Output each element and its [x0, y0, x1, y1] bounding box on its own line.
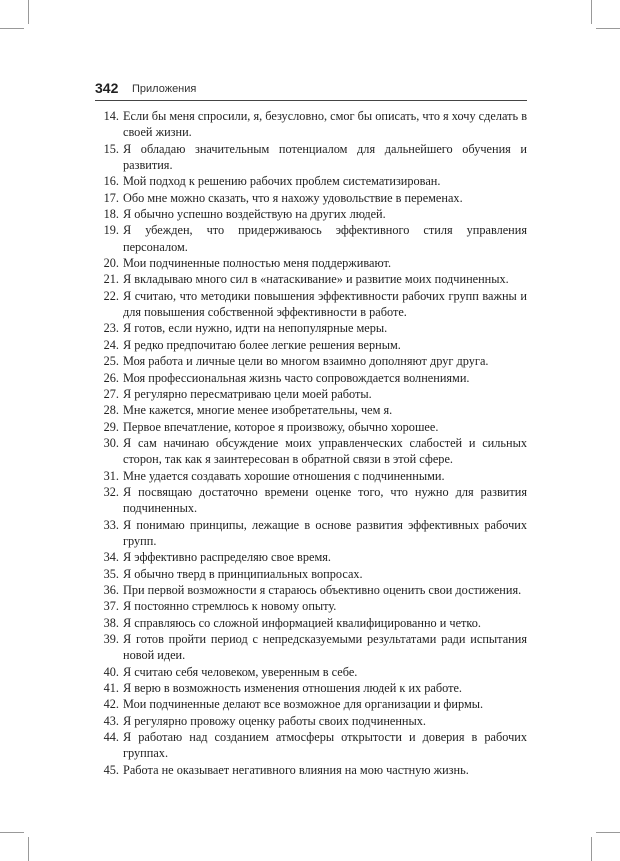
item-number: 23. [103, 321, 119, 336]
item-number: 36. [103, 582, 119, 597]
item-text: Моя профессиональная жизнь часто сопровождается волнениями. [123, 370, 470, 385]
list-item [95, 713, 527, 729]
item-number: 21. [103, 272, 119, 287]
item-text: Мне удается создавать хорошие отношения с подчиненными. [123, 468, 445, 483]
item-text: Я считаю себя человеком, уверенным в себе. [123, 664, 358, 679]
item-text: Я готов, если нужно, идти на непопулярные меры. [123, 321, 388, 336]
item-text: Я редко предпочитаю более легкие решения верным. [123, 337, 401, 352]
section-title: Приложения [132, 83, 197, 95]
item-number: 45. [103, 762, 119, 777]
item-number: 15. [103, 141, 119, 156]
item-text: Мои подчиненные полностью меня поддерживают. [123, 256, 392, 271]
item-number: 14. [103, 109, 119, 123]
item-text: Я понимаю принципы, лежащие в основе развития эффективных рабочих групп. [123, 517, 527, 548]
list-item [95, 664, 527, 680]
list-item [95, 680, 527, 696]
crop-mark-bottom-left-horizontal [0, 832, 24, 833]
item-number: 19. [103, 223, 119, 238]
crop-mark-top-right-vertical [591, 0, 592, 24]
list-item [95, 141, 527, 174]
item-text: Я работаю над созданием атмосферы открытости и доверия в рабочих группах. [123, 730, 527, 761]
item-text: Я сам начинаю обсуждение моих управленческих слабостей и сильных сторон, так как я заинтересован в обратной связи в этой сфере. [123, 435, 527, 467]
item-number: 43. [103, 713, 119, 728]
list-item [95, 108, 527, 141]
item-text: Моя работа и личные цели во многом взаимно дополняют друг друга. [123, 354, 489, 369]
crop-mark-top-right-horizontal [596, 28, 620, 29]
crop-mark-top-left-horizontal [0, 28, 24, 29]
item-number: 22. [103, 288, 119, 303]
item-text: Я верю в возможность изменения отношения людей к их работе. [123, 681, 462, 696]
item-number: 32. [103, 484, 119, 499]
item-number: 25. [103, 354, 119, 369]
crop-mark-bottom-left-vertical [28, 837, 29, 861]
list-item [95, 631, 527, 664]
item-number: 28. [103, 403, 119, 418]
item-text: Я посвящаю достаточно времени оценке того, что нужно для развития подчиненных. [123, 484, 527, 516]
item-text: Я готов пройти период с непредсказуемыми результатами ради испытания новой идеи. [123, 632, 527, 663]
item-number: 38. [103, 615, 119, 630]
item-number: 42. [103, 697, 119, 712]
item-text: Мой подход к решению рабочих проблем систематизирован. [123, 174, 441, 189]
item-text: Если бы меня спросили, я, безусловно, смог бы описать, что я хочу сделать в своей жизни. [123, 109, 527, 140]
item-text: Первое впечатление, которое я произвожу, обычно хорошее. [123, 419, 439, 434]
item-number: 20. [103, 256, 119, 271]
page-number: 342 [95, 80, 119, 96]
item-text: Работа не оказывает негативного влияния на мою частную жизнь. [123, 762, 469, 777]
item-number: 44. [103, 730, 119, 745]
item-text: Я обычно тверд в принципиальных вопросах. [123, 566, 363, 581]
list-item [95, 484, 527, 517]
crop-mark-bottom-right-vertical [591, 837, 592, 861]
item-number: 17. [103, 190, 119, 205]
item-text: Я справляюсь со сложной информацией квалифицированно и четко. [123, 615, 481, 630]
list-item [95, 370, 527, 386]
item-text: Мне кажется, многие менее изобретательны, чем я. [123, 403, 393, 418]
item-text: Мои подчиненные делают все возможное для организации и фирмы. [123, 697, 484, 712]
item-text: Я постоянно стремлюсь к новому опыту. [123, 599, 337, 614]
item-number: 37. [103, 599, 119, 614]
list-item [95, 320, 527, 336]
list-item [95, 353, 527, 369]
item-number: 27. [103, 386, 119, 401]
item-number: 31. [103, 468, 119, 483]
item-text: При первой возможности я стараюсь объективно оценить свои достижения. [123, 582, 522, 597]
item-number: 24. [103, 337, 119, 352]
item-text: Я регулярно провожу оценку работы своих подчиненных. [123, 713, 427, 728]
list-item [95, 566, 527, 582]
list-item [95, 582, 527, 598]
item-number: 30. [103, 435, 119, 450]
list-item [95, 435, 527, 468]
list-item [95, 468, 527, 484]
list-item [95, 598, 527, 614]
list-item [95, 696, 527, 712]
item-text: Я эффективно распределяю свое время. [123, 550, 331, 565]
list-item [95, 517, 527, 550]
crop-mark-bottom-right-horizontal [596, 832, 620, 833]
item-number: 39. [103, 632, 119, 646]
list-item [95, 549, 527, 565]
list-item [95, 615, 527, 631]
list-item [95, 255, 527, 271]
item-text: Я убежден, что придерживаюсь эффективного стиля управления персоналом. [123, 223, 527, 254]
item-number: 35. [103, 566, 119, 581]
list-item [95, 337, 527, 353]
item-number: 18. [103, 207, 119, 222]
item-text: Я обладаю значительным потенциалом для дальнейшего обучения и развития. [123, 141, 527, 173]
item-number: 16. [103, 174, 119, 189]
list-item [95, 173, 527, 189]
list-item [95, 729, 527, 762]
list-item [95, 762, 527, 778]
item-text: Я считаю, что методики повышения эффективности рабочих групп важны и для повышения собственной эффективности в работе. [123, 288, 527, 320]
list-item [95, 190, 527, 206]
list-item [95, 222, 527, 255]
item-number: 40. [103, 664, 119, 679]
list-item [95, 288, 527, 321]
header-rule [95, 100, 527, 101]
item-text: Я вкладываю много сил в «натаскивание» и развитие моих подчиненных. [123, 272, 509, 287]
page-header [95, 80, 527, 96]
item-text: Я регулярно пересматриваю цели моей работы. [123, 386, 372, 401]
questionnaire-list [95, 108, 527, 778]
list-item [95, 271, 527, 287]
list-item [95, 402, 527, 418]
list-item [95, 386, 527, 402]
item-text: Я обычно успешно воздействую на других людей. [123, 207, 386, 222]
item-number: 29. [103, 419, 119, 434]
item-number: 34. [103, 550, 119, 565]
item-number: 26. [103, 370, 119, 385]
item-number: 33. [103, 517, 119, 532]
item-number: 41. [103, 681, 119, 696]
crop-mark-top-left-vertical [28, 0, 29, 24]
item-text: Обо мне можно сказать, что я нахожу удовольствие в переменах. [123, 190, 463, 205]
list-item [95, 206, 527, 222]
list-item [95, 419, 527, 435]
